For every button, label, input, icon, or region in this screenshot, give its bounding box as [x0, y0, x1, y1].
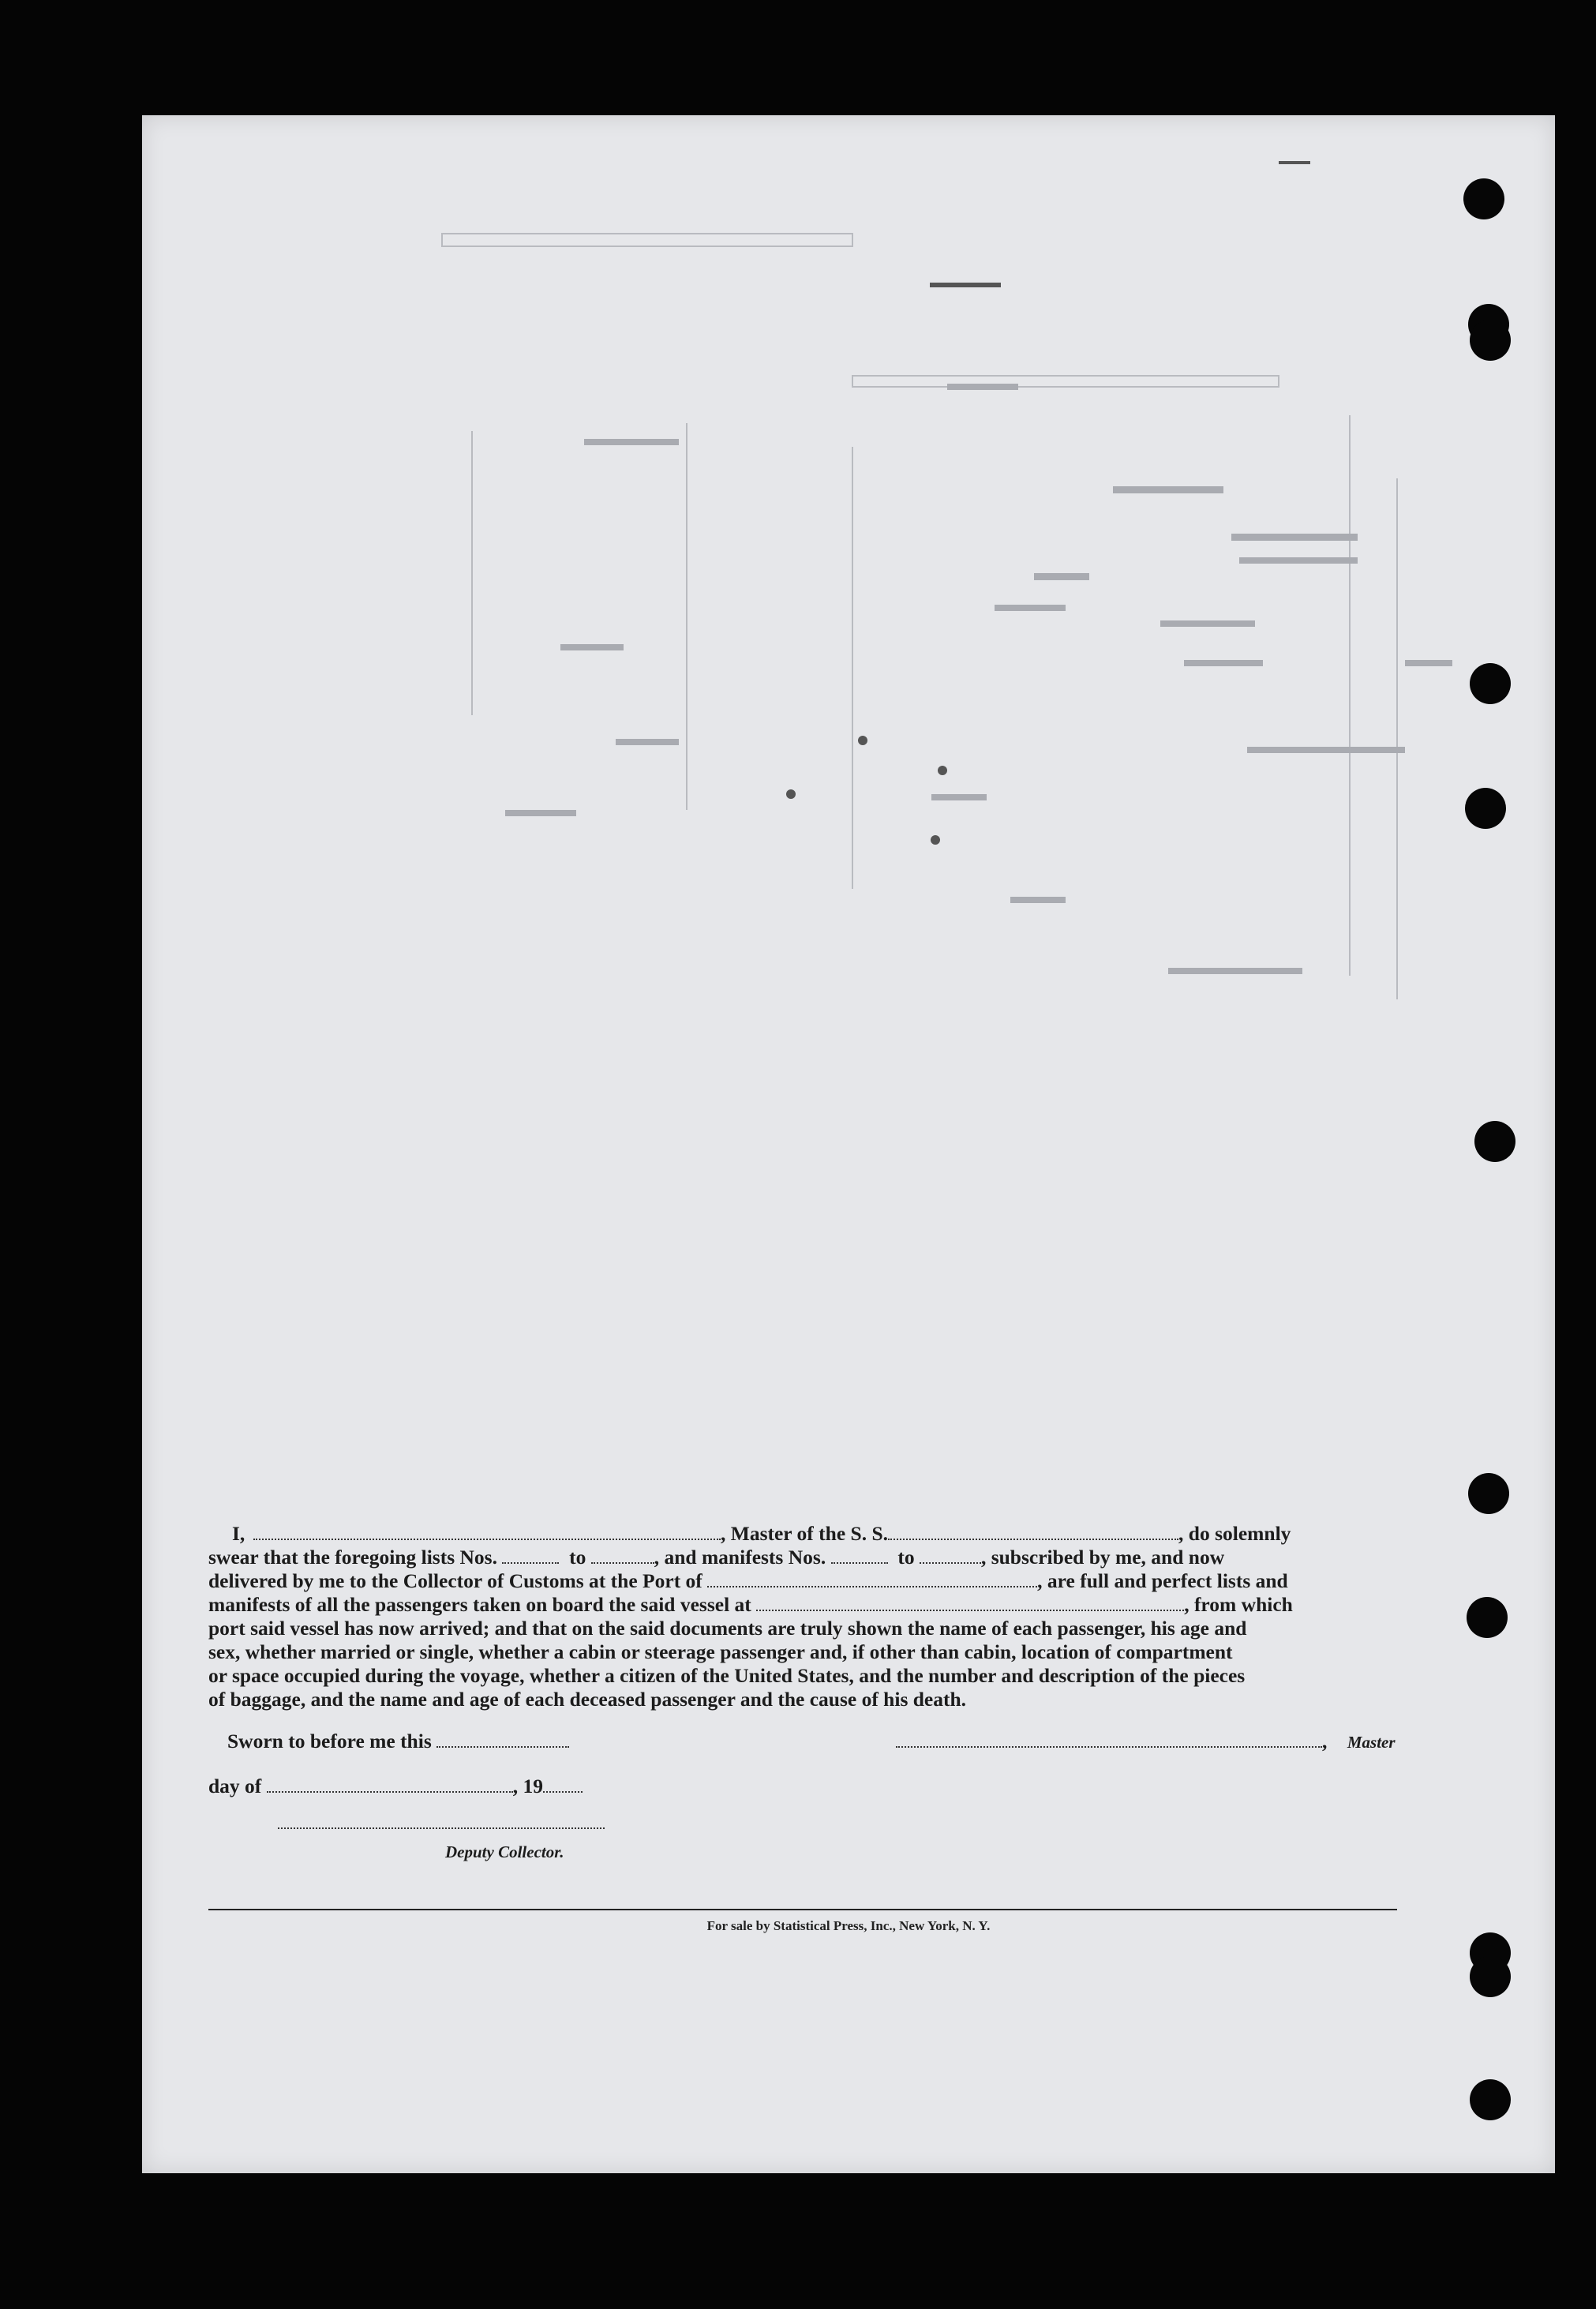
lists-to-field[interactable] — [591, 1561, 654, 1564]
oath-master-ss: , Master of the S. S. — [721, 1522, 889, 1545]
oath-to-1: to — [569, 1546, 586, 1569]
master-signature-field[interactable] — [896, 1745, 1322, 1748]
oath-i: I, — [232, 1522, 245, 1545]
punch-hole — [1465, 788, 1506, 829]
oath-line-4 — [208, 1593, 1397, 1617]
deputy-collector-caption — [445, 1839, 564, 1863]
oath-paragraph — [208, 1522, 1397, 1711]
oath-taken-on-board: manifests of all the passengers taken on board the said vessel at — [208, 1593, 751, 1616]
oath-manifests-nos: , and manifests Nos. — [654, 1546, 826, 1569]
punch-hole — [1468, 1473, 1509, 1514]
deputy-label: Deputy Collector. — [445, 1842, 564, 1861]
oath-lists-nos: swear that the foregoing lists Nos. — [208, 1546, 497, 1569]
year-label: , 19 — [512, 1775, 543, 1797]
punch-hole — [1470, 1956, 1511, 1997]
printer-imprint: For sale by Statistical Press, Inc., New York, N. Y. — [706, 1918, 991, 1933]
oath-line-7: or space occupied during the voyage, whether a citizen of the United States, and the number and description of the pieces — [208, 1664, 1246, 1687]
oath-line-2 — [208, 1546, 1397, 1569]
oath-subscribed: , subscribed by me, and now — [980, 1546, 1225, 1569]
sworn-day-field[interactable] — [436, 1745, 569, 1748]
oath-solemnly: , do solemnly — [1178, 1522, 1291, 1545]
punch-hole — [1470, 320, 1511, 361]
year-field[interactable] — [543, 1790, 583, 1793]
punch-hole — [1463, 178, 1504, 219]
punch-hole — [1474, 1121, 1515, 1162]
oath-from-which: , from which — [1184, 1593, 1293, 1616]
month-field[interactable] — [267, 1790, 513, 1793]
port-of-departure-field[interactable] — [756, 1609, 1184, 1611]
oath-line-1 — [208, 1522, 1397, 1546]
oath-line-8: of baggage, and the name and age of each deceased passenger and the cause of his death. — [208, 1688, 967, 1711]
manifests-to-field[interactable] — [920, 1561, 981, 1564]
deputy-signature-field[interactable] — [278, 1827, 605, 1829]
oath-to-2: to — [897, 1546, 915, 1569]
oath-line-5: port said vessel has now arrived; and that on the said documents are truly shown the name of each passenger, his age and — [208, 1617, 1247, 1640]
oath-full-perfect: , are full and perfect lists and — [1037, 1569, 1288, 1592]
ship-name-field[interactable] — [888, 1538, 1178, 1540]
sworn-before-line — [227, 1730, 569, 1753]
master-label: Master — [1347, 1733, 1396, 1752]
deputy-collector-line — [278, 1827, 605, 1829]
punch-hole — [1470, 663, 1511, 704]
manifests-from-field[interactable] — [831, 1561, 888, 1564]
punch-hole — [1470, 2079, 1511, 2120]
footer-rule — [208, 1909, 1397, 1910]
lists-from-field[interactable] — [502, 1561, 559, 1564]
master-signature-line: , Master — [896, 1730, 1396, 1753]
oath-line-6: sex, whether married or single, whether a cabin or steerage passenger and, if other than cabin, location of compartment — [208, 1640, 1233, 1663]
bleed-through-marks — [142, 115, 1555, 1141]
master-name-field[interactable] — [253, 1538, 721, 1540]
oath-port-of: delivered by me to the Collector of Customs at the Port of — [208, 1569, 702, 1592]
sworn-label: Sworn to before me this — [227, 1730, 432, 1752]
document-sheet — [142, 115, 1555, 2173]
punch-hole — [1467, 1597, 1508, 1638]
oath-line-3 — [208, 1569, 1397, 1593]
day-of-line — [208, 1775, 583, 1798]
port-of-arrival-field[interactable] — [707, 1585, 1037, 1587]
day-of-label: day of — [208, 1775, 262, 1797]
